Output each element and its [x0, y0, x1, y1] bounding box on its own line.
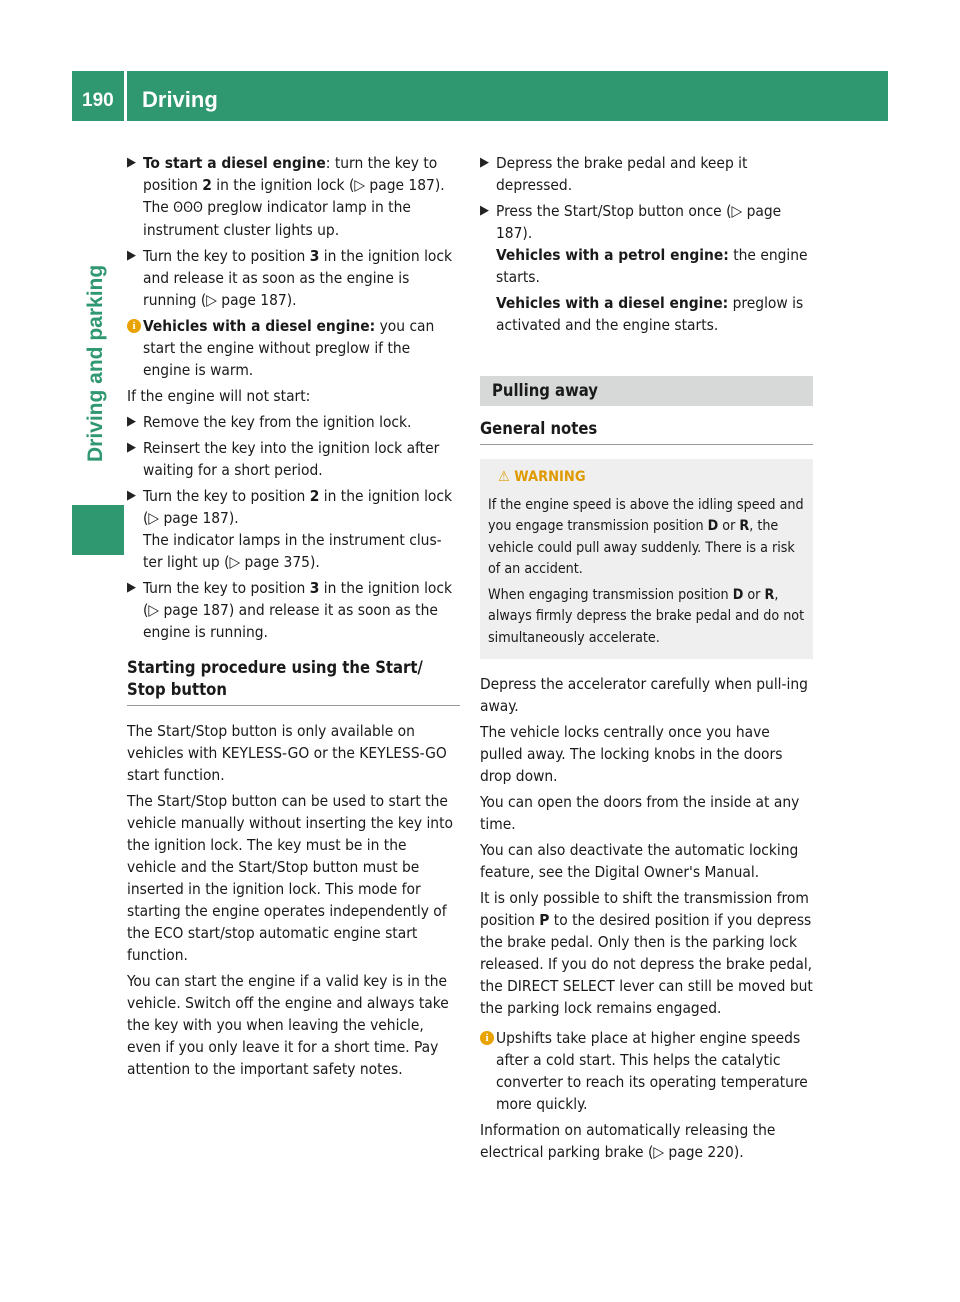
side-chapter-label: Driving and parking: [84, 264, 107, 462]
paragraph: The vehicle locks centrally once you have pulled away. The locking knobs in the doors drop down.: [480, 723, 783, 785]
step-press-start-stop: ▶ Press the Start/Stop button once (▷ page 187). Vehicles with a petrol engine: the engine starts. Vehicles with a diesel engine: preglow is activated and the engine starts.: [480, 202, 808, 334]
arrow-icon: ▶: [127, 580, 136, 595]
page-ref-icon: ▷: [148, 509, 160, 527]
paragraph: If the engine will not start:: [127, 387, 311, 405]
paragraph: The Start/Stop button can be used to start the vehicle manually without inserting the key into the ignition lock. The key must be in the vehicle and the Start/Stop button must be inserted in the ignition lock. This mode for starting the engine operates independently of the ECO start/stop automatic engine start function.: [127, 792, 453, 964]
warning-text: When engaging transmission position D or R, always firmly depress the brake pedal and do not simultaneously accelerate.: [488, 586, 805, 646]
arrow-icon: ▶: [480, 155, 489, 170]
page-ref-icon: ▷: [229, 553, 241, 571]
arrow-icon: ▶: [127, 248, 136, 263]
info-note-upshifts: i Upshifts take place at higher engine speeds after a cold start. This helps the catalytic converter to reach its operating temperature more quickly.: [480, 1027, 813, 1115]
arrow-icon: ▶: [480, 203, 489, 218]
preglow-icon: ʘʘʘ: [173, 200, 203, 216]
section-heading: Starting procedure using the Start/ Stop button: [127, 657, 460, 706]
step-diesel-start: ▶ To start a diesel engine: turn the key to position 2 in the ignition lock (▷ page 187). The ʘʘʘ preglow indicator lamp in the instrument cluster lights up.: [127, 154, 445, 239]
warning-text: If the engine speed is above the idling speed and you engage transmission position D or R, the vehicle could pull away suddenly. There is a risk of an accident.: [488, 496, 804, 577]
paragraph: You can start the engine if a valid key is in the vehicle. Switch off the engine and always take the key with you when leaving the vehicle, even if you only leave it for a short time. Pay attention to the important safety notes.: [127, 972, 449, 1078]
paragraph: Information on automatically releasing the electrical parking brake (▷ page 220).: [480, 1121, 776, 1161]
warning-header: ⚠ WARNING: [498, 469, 586, 485]
left-column: [127, 152, 460, 1084]
page-ref-icon: ▷: [148, 601, 160, 619]
arrow-icon: ▶: [127, 488, 136, 503]
warning-icon: ⚠: [498, 469, 510, 485]
paragraph: Depress the accelerator carefully when pull-ing away.: [480, 675, 808, 715]
side-marker: [72, 505, 124, 555]
info-note-diesel: i Vehicles with a diesel engine: you can start the engine without preglow if the engine is warm.: [127, 315, 460, 381]
arrow-icon: ▶: [127, 414, 136, 429]
step-depress-brake: ▶ Depress the brake pedal and keep it depressed.: [480, 154, 748, 194]
subheading: General notes: [480, 418, 813, 445]
warning-box: [480, 459, 813, 659]
info-icon: i: [480, 1031, 494, 1045]
right-column: [480, 152, 813, 1167]
step-remove-key: ▶ Remove the key from the ignition lock.: [127, 413, 412, 431]
section-bar: Pulling away: [480, 376, 813, 406]
info-icon: i: [127, 319, 141, 333]
header-bar: [127, 71, 888, 121]
page-ref-icon: ▷: [731, 202, 743, 220]
page-ref-icon: ▷: [206, 291, 217, 309]
paragraph: You can open the doors from the inside at any time.: [480, 793, 800, 833]
arrow-icon: ▶: [127, 440, 136, 455]
page-ref-icon: ▷: [354, 176, 366, 194]
step-turn-key-3-release: ▶ Turn the key to position 3 in the ignition lock (▷ page 187) and release it as soon as the engine is running.: [127, 579, 453, 641]
paragraph: You can also deactivate the automatic locking feature, see the Digital Owner's Manual.: [480, 841, 799, 881]
step-turn-key-3: ▶ Turn the key to position 3 in the ignition lock and release it as soon as the engine is running (▷ page 187).: [127, 247, 453, 309]
page-ref-icon: ▷: [653, 1143, 665, 1161]
step-reinsert-key: ▶ Reinsert the key into the ignition lock after waiting for a short period.: [127, 439, 440, 479]
page-title: Driving: [142, 87, 218, 112]
paragraph: It is only possible to shift the transmission from position P to the desired position if you depress the brake pedal. Only then is the parking lock released. If you do not depress the brake pedal, the DIRECT SELECT lever can still be moved but the parking lock remains engaged.: [480, 889, 813, 1017]
page-number: 190: [82, 90, 114, 111]
arrow-icon: ▶: [127, 155, 136, 170]
paragraph: The Start/Stop button is only available on vehicles with KEYLESS-GO or the KEYLESS-GO start function.: [127, 722, 447, 784]
step-turn-key-2: ▶ Turn the key to position 2 in the ignition lock (▷ page 187). The indicator lamps in the instrument clus-ter light up (▷ page 375).: [127, 487, 453, 571]
